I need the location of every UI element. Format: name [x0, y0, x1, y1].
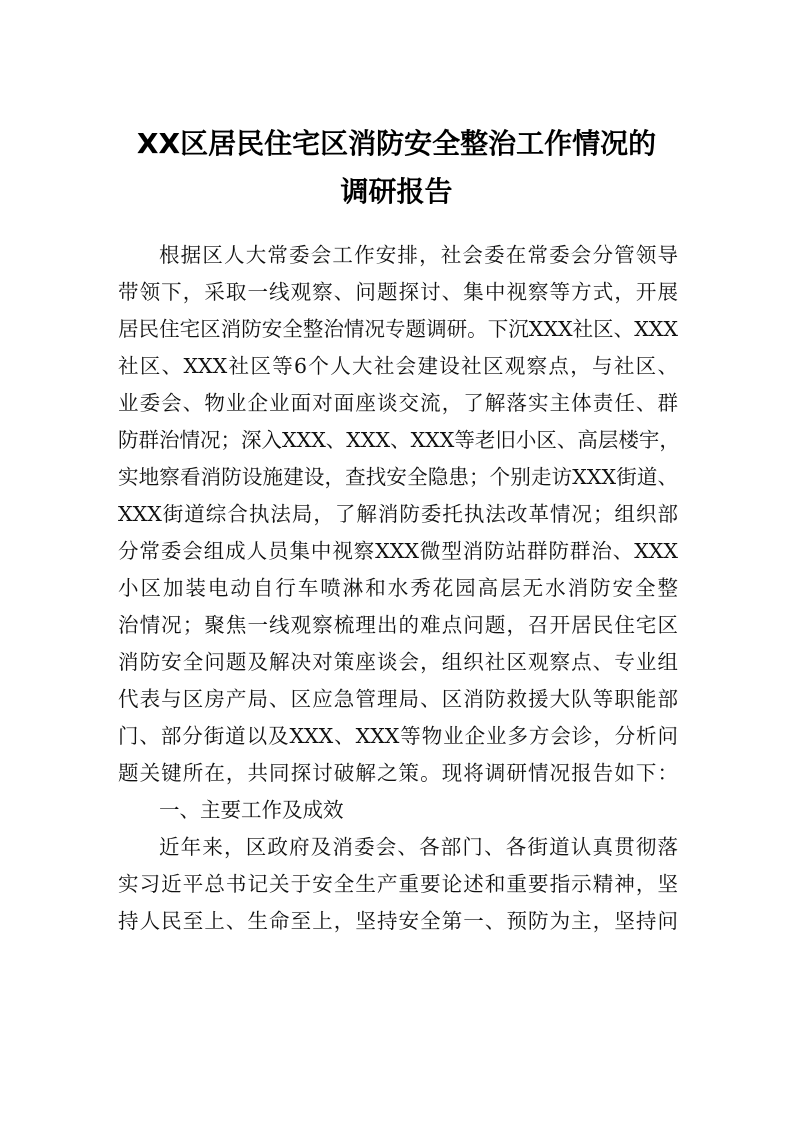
section-heading: 一、主要工作及成效: [159, 798, 344, 822]
paragraph-line: 防群治情况；深入XXX、XXX、XXX等老旧小区、高层楼宇，: [118, 428, 680, 452]
paragraph-line: 治情况；聚焦一线观察梳理出的难点问题，召开居民住宅区: [118, 613, 678, 637]
paragraph-line: 代表与区房产局、区应急管理局、区消防救援大队等职能部: [118, 687, 678, 711]
paragraph-line: 门、部分街道以及XXX、XXX等物业企业多方会诊，分析问: [118, 724, 678, 748]
paragraph-line: 近年来，区政府及消委会、各部门、各街道认真贯彻落: [159, 835, 678, 859]
document-title-line-2: 调研报告: [340, 175, 453, 208]
paragraph-line: 实习近平总书记关于安全生产重要论述和重要指示精神，坚: [118, 872, 678, 896]
paragraph-line: 持人民至上、生命至上，坚持安全第一、预防为主，坚持问: [118, 909, 678, 933]
paragraph-line: 题关键所在，共同探讨破解之策。现将调研情况报告如下：: [118, 761, 678, 785]
paragraph-line: 小区加装电动自行车喷淋和水秀花园高层无水消防安全整: [118, 576, 678, 600]
paragraph-line: 社区、XXX社区等6个人大社会建设社区观察点，与社区、: [118, 354, 678, 378]
paragraph-line: XXX街道综合执法局，了解消防委托执法改革情况；组织部: [118, 502, 678, 526]
document-title-line-1: XX区居民住宅区消防安全整治工作情况的: [136, 127, 657, 160]
paragraph-line: 消防安全问题及解决对策座谈会，组织社区观察点、专业组: [118, 650, 678, 674]
document-body: [118, 237, 678, 940]
paragraph-achievements: [118, 829, 678, 940]
paragraph-intro: [118, 237, 678, 792]
paragraph-line: 分常委会组成人员集中视察XXX微型消防站群防群治、XXX: [118, 539, 678, 563]
paragraph-line: 业委会、物业企业面对面座谈交流，了解落实主体责任、群: [118, 391, 678, 415]
paragraph-line: 实地察看消防设施建设，查找安全隐患；个别走访XXX街道、: [118, 465, 678, 489]
paragraph-line: 带领下，采取一线观察、问题探讨、集中视察等方式，开展: [118, 280, 678, 304]
paragraph-line: 居民住宅区消防安全整治情况专题调研。下沉XXX社区、XXX: [118, 317, 678, 341]
paragraph-line: 根据区人大常委会工作安排，社会委在常委会分管领导: [159, 243, 678, 267]
